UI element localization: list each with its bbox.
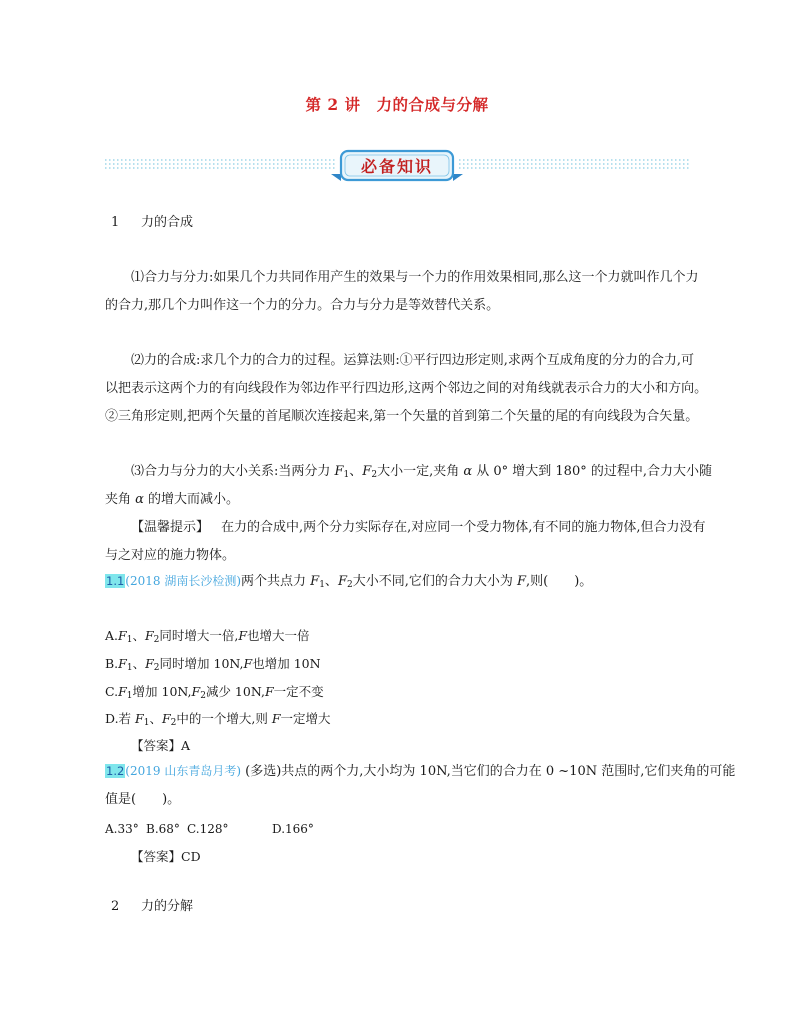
section-title: 力的分解 [141,899,194,914]
page-title: 第 2 讲 力的合成与分解 [305,95,489,114]
question-source: (2018 湖南长沙检测) [125,574,242,588]
answer: 【答案】A [131,738,191,753]
option-c: C.128° [187,822,229,836]
option-b: $B.F_1$、$F_2$同时增加 10N,F也增加 10N [105,656,321,673]
option-a: A.33° [105,822,139,836]
section-heading [111,897,193,916]
paragraph-line: 以把表示这两个力的有向线段作为邻边作平行四边形,这两个邻边之间的对角线就表示合力的大小和方向。 [105,381,708,396]
option-a: $A.F_1$、$F_2$同时增大一倍,F也增大一倍 [105,628,310,645]
question-stem: 1.2(2019 山东青岛月考) (多选)共点的两个力,大小均为 10N,当它们的合力在 0 ~10N 范围时,它们夹角的可能 [106,764,736,779]
tip-line: 【温馨提示】 在力的合成中,两个分力实际存在,对应同一个受力物体,有不同的施力物体,但合力没有 [131,520,706,535]
option-b: B.68° [146,822,180,836]
answer: 【答案】CD [131,849,201,864]
paragraph-line: ②三角形定则,把两个矢量的首尾顺次连接起来,第一个矢量的首到第二个矢量的尾的有向线段为合矢量。 [105,409,699,424]
section-title: 力的合成 [141,215,194,230]
banner-label: 必备知识 [360,157,433,176]
section-heading [111,213,193,232]
force-variable: F [362,464,372,479]
paragraph-line: 夹角 α 的增大而减小。 [105,492,240,507]
question-stem: 1.1(2018 湖南长沙检测)两个共点力 $F_1$、$F_2$大小不同,它们的合力大小为 F,则( )。 [106,574,593,590]
tip-label: 【温馨提示】 [131,520,210,535]
question-label: 1.2 [106,764,125,778]
paragraph-line: 的合力,那几个力叫作这一个力的分力。合力与分力是等效替代关系。 [105,298,500,313]
question-stem: 值是( )。 [105,792,181,807]
section-number: 2 [111,899,120,914]
paragraph-line: ⑴合力与分力:如果几个力共同作用产生的效果与一个力的作用效果相同,那么这一个力就叫作几个力 [131,270,699,285]
question-source: (2019 山东青岛月考) [125,764,242,778]
angle-variable: α [463,464,473,479]
section-banner [105,148,689,182]
paragraph-line: ⑵力的合成:求几个力的合力的过程。运算法则:①平行四边形定则,求两个互成角度的分力的合力,可 [131,353,695,368]
paragraph-line: ⑶合力与分力的大小关系:当两分力 $F_1$、$F_2$大小一定,夹角 α 从 0° 增大到 180° 的过程中,合力大小随 [131,464,712,480]
tip-line: 与之对应的施力物体。 [105,548,236,563]
option-c: $C.F_1$增加 $10N,F_2$减少 10N,F一定不变 [105,684,324,701]
question-label: 1.1 [106,574,125,588]
option-d: D.166° [272,822,314,836]
option-d: D.若 $F_1$、$F_2$中的一个增大,则 F一定增大 [105,711,331,728]
section-number: 1 [111,215,120,230]
force-variable: F [334,464,344,479]
angle-variable: α [135,492,144,507]
